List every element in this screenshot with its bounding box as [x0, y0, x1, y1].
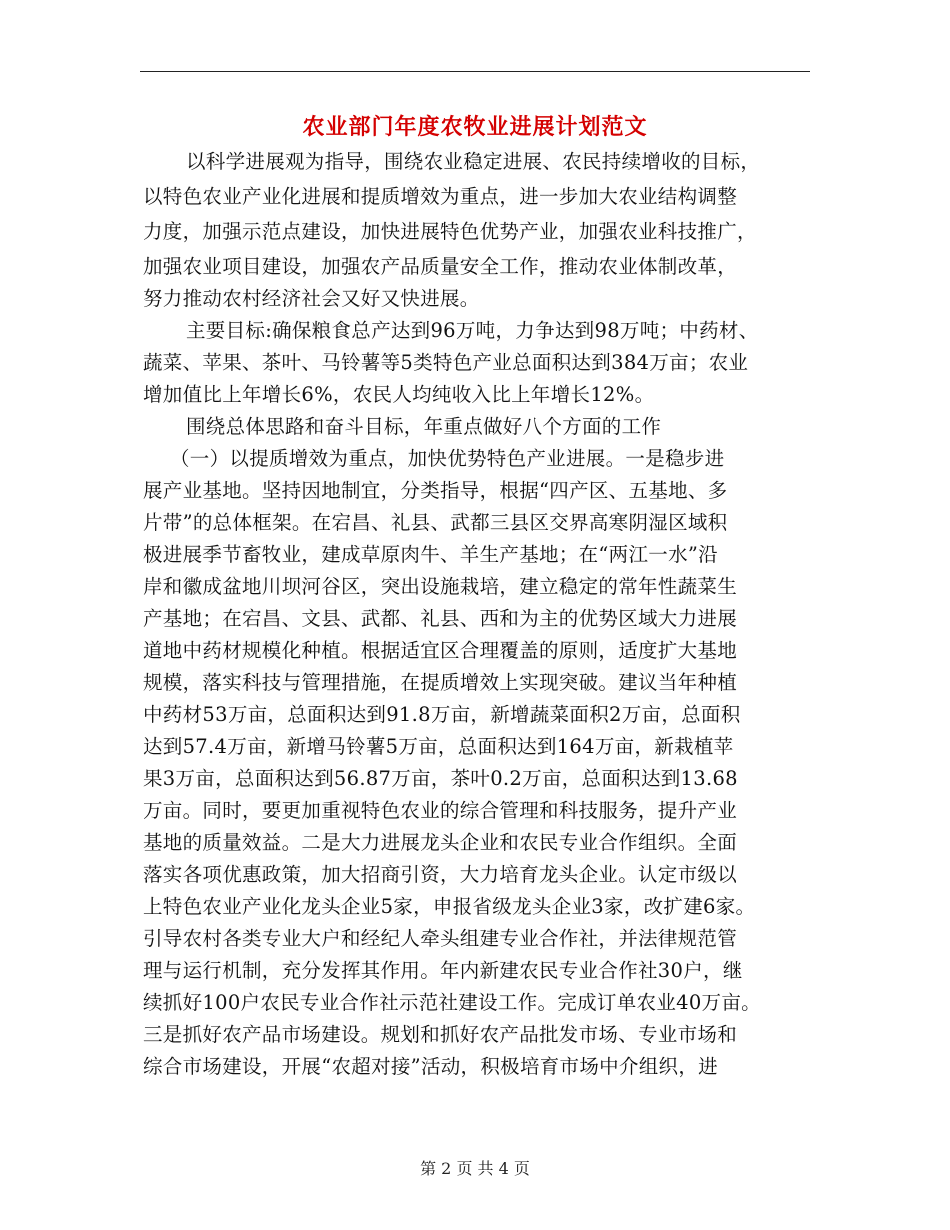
page-footer: 第 2 页 共 4 页 — [420, 1159, 530, 1178]
body-line: 产基地；在宕昌、文县、武都、礼县、西和为主的优势区域大力进展 — [143, 607, 738, 630]
body-line: 围绕总体思路和奋斗目标，年重点做好八个方面的工作 — [186, 415, 662, 438]
header-rule — [140, 71, 810, 72]
body-line: 中药材53万亩，总面积达到91.8万亩，新增蔬菜面积2万亩，总面积 — [143, 703, 741, 726]
body-line: 上特色农业产业化龙头企业5家，申报省级龙头企业3家，改扩建6家。 — [143, 895, 756, 918]
body-line: 续抓好100户农民专业合作社示范社建设工作。完成订单农业40万亩。 — [143, 991, 761, 1014]
body-line: 展产业基地。坚持因地制宜，分类指导，根据“四产区、五基地、多 — [143, 479, 728, 502]
body-line: 主要目标:确保粮食总产达到96万吨，力争达到98万吨；中药材、 — [186, 319, 759, 342]
body-line: 加强农业项目建设，加强农产品质量安全工作，推动农业体制改革， — [143, 255, 738, 278]
body-line: 道地中药材规模化种植。根据适宜区合理覆盖的原则，适度扩大基地 — [143, 639, 738, 662]
body-line: 规模，落实科技与管理措施，在提质增效上实现突破。建议当年种植 — [143, 671, 738, 694]
body-line: 蔬菜、苹果、茶叶、马铃薯等5类特色产业总面积达到384万亩；农业 — [143, 351, 749, 374]
body-line: 万亩。同时，要更加重视特色农业的综合管理和科技服务，提升产业 — [143, 799, 738, 822]
body-line: 岸和徽成盆地川坝河谷区，突出设施栽培，建立稳定的常年性蔬菜生 — [143, 575, 738, 598]
document-title: 农业部门年度农牧业进展计划范文 — [302, 114, 648, 140]
body-line: 以科学进展观为指导，围绕农业稳定进展、农民持续增收的目标， — [186, 150, 761, 173]
body-line: 三是抓好农产品市场建设。规划和抓好农产品批发市场、专业市场和 — [143, 1023, 738, 1046]
body-line: （一）以提质增效为重点，加快优势特色产业进展。一是稳步进 — [170, 447, 725, 470]
body-line: 以特色农业产业化进展和提质增效为重点，进一步加大农业结构调整 — [143, 185, 738, 208]
body-line: 增加值比上年增长6%，农民人均纯收入比上年增长12%。 — [143, 383, 655, 406]
body-line: 努力推动农村经济社会又好又快进展。 — [143, 287, 480, 310]
body-line: 基地的质量效益。二是大力进展龙头企业和农民专业合作组织。全面 — [143, 831, 738, 854]
body-line: 果3万亩，总面积达到56.87万亩，茶叶0.2万亩，总面积达到13.68 — [143, 767, 738, 790]
body-line: 力度，加强示范点建设，加快进展特色优势产业，加强农业科技推广， — [143, 220, 757, 243]
body-line: 极进展季节畜牧业，建成草原肉牛、羊生产基地；在“两江一水”沿 — [143, 543, 718, 566]
body-line: 引导农村各类专业大户和经纪人牵头组建专业合作社，并法律规范管 — [143, 927, 738, 950]
body-line: 落实各项优惠政策，加大招商引资，大力培育龙头企业。认定市级以 — [143, 863, 738, 886]
body-line: 达到57.4万亩，新增马铃薯5万亩，总面积达到164万亩，新栽植苹 — [143, 735, 734, 758]
body-line: 综合市场建设，开展“农超对接”活动，积极培育市场中介组织，进 — [143, 1055, 718, 1078]
body-line: 理与运行机制，充分发挥其作用。年内新建农民专业合作社30户，继 — [143, 959, 743, 982]
body-line: 片带”的总体框架。在宕昌、礼县、武都三县区交界高寒阴湿区域积 — [143, 511, 728, 534]
